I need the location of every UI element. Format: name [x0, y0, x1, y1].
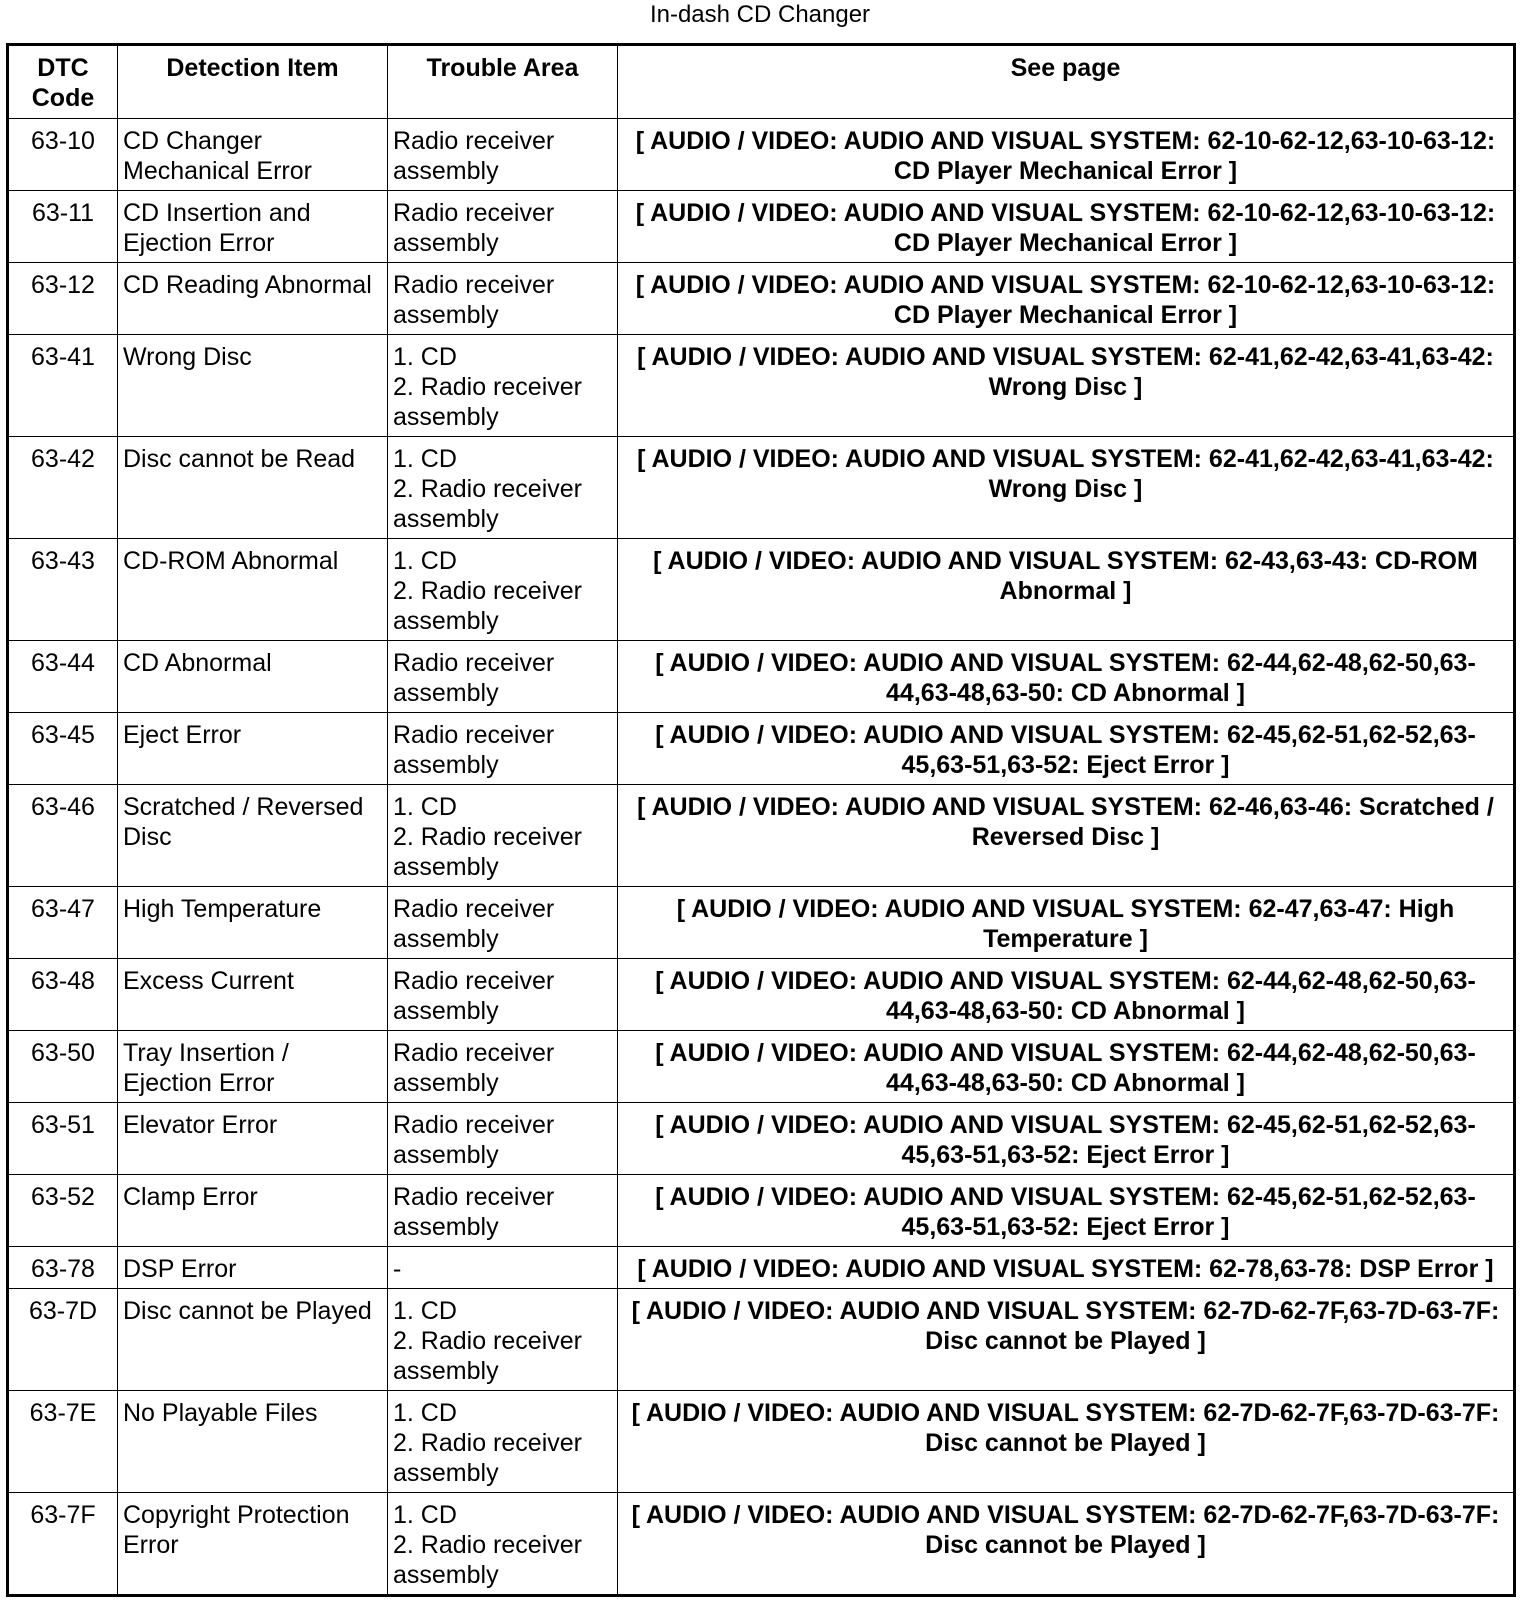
- see-page-link[interactable]: [ AUDIO / VIDEO: AUDIO AND VISUAL SYSTEM: 62-7D-62-7F,63-7D-63-7F: Disc cannot be Played ]: [618, 1493, 1515, 1596]
- detection-item-cell: CD-ROM Abnormal: [118, 539, 388, 641]
- dtc-code-cell: 63-42: [8, 437, 118, 539]
- detection-item-cell: CD Reading Abnormal: [118, 263, 388, 335]
- trouble-area-item: 1. CD: [393, 1399, 457, 1427]
- detection-item-cell: Excess Current: [118, 959, 388, 1031]
- table-row: [8, 887, 1515, 959]
- trouble-area-item: 1. CD: [393, 547, 457, 575]
- dtc-code-cell: 63-43: [8, 539, 118, 641]
- dtc-code-cell: 63-50: [8, 1031, 118, 1103]
- table-row: [8, 1289, 1515, 1391]
- table-row: [8, 191, 1515, 263]
- table-row: [8, 119, 1515, 191]
- detection-item-cell: DSP Error: [118, 1247, 388, 1289]
- table-row: [8, 1247, 1515, 1289]
- see-page-link[interactable]: [ AUDIO / VIDEO: AUDIO AND VISUAL SYSTEM: 62-43,63-43: CD-ROM Abnormal ]: [618, 539, 1515, 641]
- detection-item-cell: Elevator Error: [118, 1103, 388, 1175]
- trouble-area-item: Radio receiver assembly: [393, 967, 555, 1025]
- trouble-area-item: 2. Radio receiver assembly: [393, 1429, 582, 1487]
- table-row: [8, 713, 1515, 785]
- trouble-area-item: 2. Radio receiver assembly: [393, 1531, 582, 1589]
- dtc-code-cell: 63-46: [8, 785, 118, 887]
- trouble-area-cell: [388, 335, 618, 437]
- dtc-code-cell: 63-52: [8, 1175, 118, 1247]
- see-page-link[interactable]: [ AUDIO / VIDEO: AUDIO AND VISUAL SYSTEM: 62-7D-62-7F,63-7D-63-7F: Disc cannot be Played ]: [618, 1289, 1515, 1391]
- dtc-code-cell: 63-7F: [8, 1493, 118, 1596]
- dtc-code-cell: 63-12: [8, 263, 118, 335]
- trouble-area-item: Radio receiver assembly: [393, 895, 555, 953]
- see-page-link[interactable]: [ AUDIO / VIDEO: AUDIO AND VISUAL SYSTEM: 62-47,63-47: High Temperature ]: [618, 887, 1515, 959]
- see-page-link[interactable]: [ AUDIO / VIDEO: AUDIO AND VISUAL SYSTEM: 62-41,62-42,63-41,63-42: Wrong Disc ]: [618, 335, 1515, 437]
- table-row: [8, 641, 1515, 713]
- trouble-area-cell: [388, 641, 618, 713]
- dtc-code-cell: 63-78: [8, 1247, 118, 1289]
- header-see-page: See page: [618, 45, 1515, 119]
- see-page-link[interactable]: [ AUDIO / VIDEO: AUDIO AND VISUAL SYSTEM: 62-44,62-48,62-50,63-44,63-48,63-50: CD Abnormal ]: [618, 1031, 1515, 1103]
- table-row: [8, 959, 1515, 1031]
- table-row: [8, 1103, 1515, 1175]
- see-page-link[interactable]: [ AUDIO / VIDEO: AUDIO AND VISUAL SYSTEM: 62-10-62-12,63-10-63-12: CD Player Mechanical Error ]: [618, 263, 1515, 335]
- see-page-link[interactable]: [ AUDIO / VIDEO: AUDIO AND VISUAL SYSTEM: 62-41,62-42,63-41,63-42: Wrong Disc ]: [618, 437, 1515, 539]
- trouble-area-cell: [388, 1493, 618, 1596]
- trouble-area-item: 1. CD: [393, 343, 457, 371]
- trouble-area-item: 2. Radio receiver assembly: [393, 823, 582, 881]
- table-row: [8, 1175, 1515, 1247]
- dtc-code-cell: 63-41: [8, 335, 118, 437]
- dtc-code-cell: 63-7E: [8, 1391, 118, 1493]
- detection-item-cell: Tray Insertion / Ejection Error: [118, 1031, 388, 1103]
- dtc-code-cell: 63-10: [8, 119, 118, 191]
- table-row: [8, 1493, 1515, 1596]
- detection-item-cell: No Playable Files: [118, 1391, 388, 1493]
- trouble-area-item: 2. Radio receiver assembly: [393, 1327, 582, 1385]
- trouble-area-cell: [388, 263, 618, 335]
- trouble-area-cell: [388, 1247, 618, 1289]
- trouble-area-cell: [388, 1289, 618, 1391]
- trouble-area-item: Radio receiver assembly: [393, 1183, 555, 1241]
- trouble-area-item: Radio receiver assembly: [393, 721, 555, 779]
- detection-item-cell: Copyright Protection Error: [118, 1493, 388, 1596]
- trouble-area-cell: [388, 713, 618, 785]
- see-page-link[interactable]: [ AUDIO / VIDEO: AUDIO AND VISUAL SYSTEM: 62-46,63-46: Scratched / Reversed Disc ]: [618, 785, 1515, 887]
- detection-item-cell: CD Abnormal: [118, 641, 388, 713]
- dtc-code-cell: 63-51: [8, 1103, 118, 1175]
- detection-item-cell: CD Insertion and Ejection Error: [118, 191, 388, 263]
- dtc-code-cell: 63-7D: [8, 1289, 118, 1391]
- header-detection-item: Detection Item: [118, 45, 388, 119]
- dtc-code-cell: 63-48: [8, 959, 118, 1031]
- trouble-area-item: 1. CD: [393, 1501, 457, 1529]
- see-page-link[interactable]: [ AUDIO / VIDEO: AUDIO AND VISUAL SYSTEM: 62-45,62-51,62-52,63-45,63-51,63-52: Eject Error ]: [618, 1103, 1515, 1175]
- trouble-area-cell: [388, 887, 618, 959]
- detection-item-cell: Scratched / Reversed Disc: [118, 785, 388, 887]
- see-page-link[interactable]: [ AUDIO / VIDEO: AUDIO AND VISUAL SYSTEM: 62-7D-62-7F,63-7D-63-7F: Disc cannot be Played ]: [618, 1391, 1515, 1493]
- trouble-area-cell: [388, 1175, 618, 1247]
- dtc-code-cell: 63-44: [8, 641, 118, 713]
- table-row: [8, 335, 1515, 437]
- trouble-area-item: Radio receiver assembly: [393, 1111, 555, 1169]
- table-row: [8, 1391, 1515, 1493]
- see-page-link[interactable]: [ AUDIO / VIDEO: AUDIO AND VISUAL SYSTEM: 62-10-62-12,63-10-63-12: CD Player Mechanical Error ]: [618, 119, 1515, 191]
- trouble-area-cell: [388, 1031, 618, 1103]
- table-header-row: [8, 45, 1515, 119]
- trouble-area-item: 2. Radio receiver assembly: [393, 577, 582, 635]
- see-page-link[interactable]: [ AUDIO / VIDEO: AUDIO AND VISUAL SYSTEM: 62-44,62-48,62-50,63-44,63-48,63-50: CD Abnormal ]: [618, 959, 1515, 1031]
- detection-item-cell: Eject Error: [118, 713, 388, 785]
- trouble-area-item: Radio receiver assembly: [393, 127, 555, 185]
- dtc-table: [6, 43, 1516, 1597]
- trouble-area-cell: [388, 785, 618, 887]
- page-title: In-dash CD Changer: [649, 1, 871, 28]
- dtc-code-cell: 63-47: [8, 887, 118, 959]
- detection-item-cell: High Temperature: [118, 887, 388, 959]
- table-row: [8, 1031, 1515, 1103]
- table-row: [8, 263, 1515, 335]
- dtc-code-cell: 63-45: [8, 713, 118, 785]
- header-dtc-code: DTC Code: [8, 45, 118, 119]
- table-body: [8, 119, 1515, 1596]
- see-page-link[interactable]: [ AUDIO / VIDEO: AUDIO AND VISUAL SYSTEM: 62-78,63-78: DSP Error ]: [618, 1247, 1515, 1289]
- trouble-area-cell: [388, 1103, 618, 1175]
- trouble-area-item: -: [393, 1255, 402, 1283]
- trouble-area-cell: [388, 191, 618, 263]
- trouble-area-cell: [388, 959, 618, 1031]
- see-page-link[interactable]: [ AUDIO / VIDEO: AUDIO AND VISUAL SYSTEM: 62-45,62-51,62-52,63-45,63-51,63-52: Eject Error ]: [618, 1175, 1515, 1247]
- trouble-area-item: 2. Radio receiver assembly: [393, 475, 582, 533]
- trouble-area-cell: [388, 437, 618, 539]
- see-page-link[interactable]: [ AUDIO / VIDEO: AUDIO AND VISUAL SYSTEM: 62-10-62-12,63-10-63-12: CD Player Mechanical Error ]: [618, 191, 1515, 263]
- dtc-code-cell: 63-11: [8, 191, 118, 263]
- trouble-area-item: Radio receiver assembly: [393, 271, 555, 329]
- see-page-link[interactable]: [ AUDIO / VIDEO: AUDIO AND VISUAL SYSTEM: 62-44,62-48,62-50,63-44,63-48,63-50: CD Abnormal ]: [618, 641, 1515, 713]
- trouble-area-item: 1. CD: [393, 1297, 457, 1325]
- detection-item-cell: Disc cannot be Read: [118, 437, 388, 539]
- trouble-area-cell: [388, 539, 618, 641]
- trouble-area-item: Radio receiver assembly: [393, 1039, 555, 1097]
- trouble-area-item: Radio receiver assembly: [393, 199, 555, 257]
- table-row: [8, 437, 1515, 539]
- trouble-area-cell: [388, 1391, 618, 1493]
- see-page-link[interactable]: [ AUDIO / VIDEO: AUDIO AND VISUAL SYSTEM: 62-45,62-51,62-52,63-45,63-51,63-52: Eject Error ]: [618, 713, 1515, 785]
- detection-item-cell: Clamp Error: [118, 1175, 388, 1247]
- trouble-area-item: 2. Radio receiver assembly: [393, 373, 582, 431]
- trouble-area-item: 1. CD: [393, 445, 457, 473]
- trouble-area-item: 1. CD: [393, 793, 457, 821]
- trouble-area-cell: [388, 119, 618, 191]
- table-row: [8, 539, 1515, 641]
- header-trouble-area: Trouble Area: [388, 45, 618, 119]
- detection-item-cell: Disc cannot be Played: [118, 1289, 388, 1391]
- table-row: [8, 785, 1515, 887]
- detection-item-cell: Wrong Disc: [118, 335, 388, 437]
- trouble-area-item: Radio receiver assembly: [393, 649, 555, 707]
- detection-item-cell: CD Changer Mechanical Error: [118, 119, 388, 191]
